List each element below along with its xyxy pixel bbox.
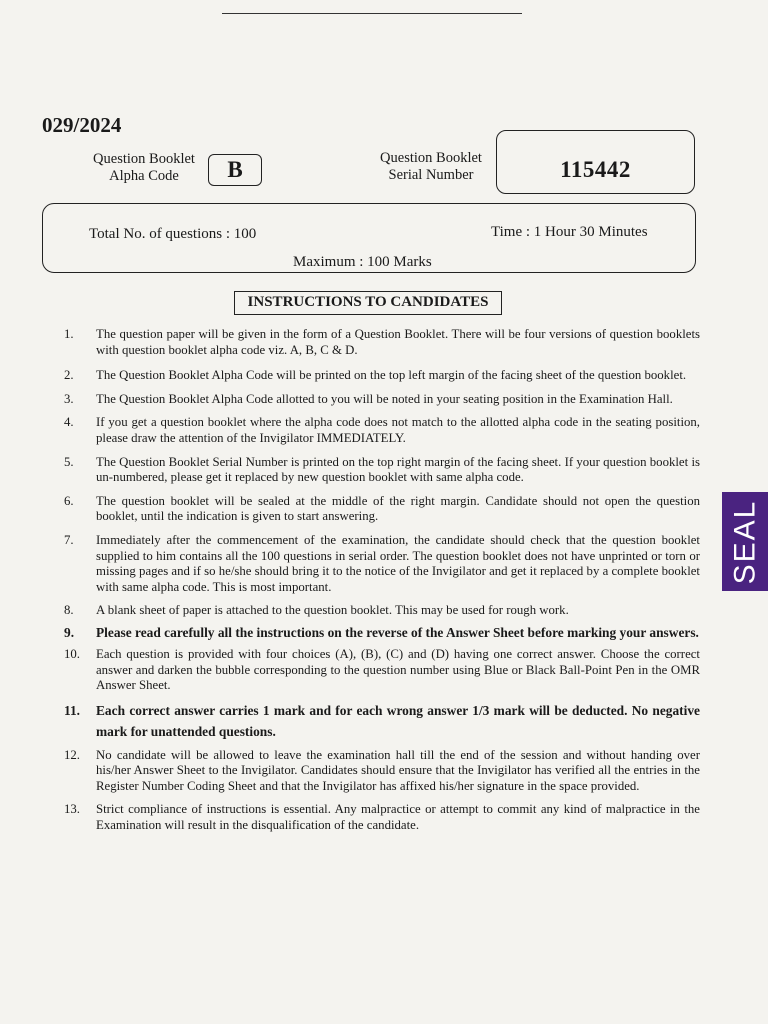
instruction-number: 3. [64,391,74,406]
total-questions: Total No. of questions : 100 [89,226,257,242]
instruction-text: The Question Booklet Alpha Code will be printed on the top left margin of the facing sheet of the question booklet. [96,368,687,383]
instruction-text: Each correct answer carries 1 mark and for each wrong answer 1/3 mark will be deducted. No negative mark for unattended questions. [96,702,700,739]
instruction-number: 6. [64,493,74,508]
seal-label [722,492,768,591]
instruction-text: Each question is provided with four choices (A), (B), (C) and (D) having one correct answer. Choose the correct answer and darken the bubble corresponding to the question number using Blue or Black Ball-Point Pen in the OMR Answer Sheet. [96,646,700,693]
instruction-number: 13. [64,802,80,817]
instruction-text: The Question Booklet Alpha Code allotted to you will be noted in your seating position in the Examination Hall. [96,391,673,406]
alpha-code-label-line2: Alpha Code [109,168,179,184]
instructions-heading: INSTRUCTIONS TO CANDIDATES [234,291,502,315]
exam-time: Time : 1 Hour 30 Minutes [491,224,648,240]
instruction-text: Strict compliance of instructions is essential. Any malpractice or attempt to commit any kind of malpractice in the Examination will result in the disqualification of the candidate. [96,802,700,833]
serial-number-label-line1: Question Booklet [380,150,482,166]
top-rule [222,13,522,14]
instruction-number: 7. [64,532,74,547]
paper-code: 029/2024 [42,113,122,137]
instruction-item [64,647,700,694]
instruction-text: If you get a question booklet where the alpha code does not match to the allotted alpha code in the seating position, please draw the attention of the Invigilator IMMEDIATELY. [96,415,700,445]
instruction-item [64,392,700,408]
serial-number-label [370,150,492,184]
instruction-text: Please read carefully all the instructions on the reverse of the Answer Sheet before marking your answers. [96,624,699,640]
instruction-text: The Question Booklet Serial Number is printed on the top right margin of the facing sheet. If your question booklet is un-numbered, please get it replaced by new question booklet with same alpha code. [96,454,700,485]
alpha-code-box: B [208,154,262,186]
instruction-item [64,455,700,486]
instruction-item [64,748,700,795]
alpha-code-label [84,151,204,185]
instruction-item [64,415,700,446]
instruction-text: The question booklet will be sealed at the middle of the right margin. Candidate should not open the question booklet, until the indication is given to start answering. [96,493,700,524]
instruction-number: 5. [64,454,74,469]
instruction-number: 9. [64,624,75,640]
instruction-text: The question paper will be given in the form of a Question Booklet. There will be four versions of question booklets with question booklet alpha code viz. A, B, C & D. [96,327,700,357]
instruction-item [64,700,700,742]
instruction-number: 12. [64,747,80,762]
maximum-marks: Maximum : 100 Marks [293,254,432,270]
instruction-number: 1. [64,327,74,341]
instruction-text: Immediately after the commencement of the examination, the candidate should check that the question booklet supplied to him contains all the 100 questions in serial order. The question booklet does not have unprinted or torn or missing pages and if so he/she should bring it to the notice of the Invigilator and get it replaced by a complete booklet with same alpha code. This is most important. [96,532,700,594]
instruction-item [64,624,700,641]
instruction-item [64,368,700,384]
instruction-item [64,494,700,525]
exam-info-box [42,203,696,273]
instruction-number: 8. [64,603,74,618]
seal-text: SEAL [728,499,761,584]
alpha-code-label-line1: Question Booklet [93,151,195,167]
instruction-item [64,603,700,619]
instruction-item [64,533,700,595]
instruction-number: 10. [64,646,80,661]
instruction-text: No candidate will be allowed to leave the examination hall till the end of the session and without handing over his/her Answer Sheet to the Invigilator. Candidates should ensure that the Invigilator has verified all the entries in the Register Number Coding Sheet and that the Invigilator has affixed his/her signature in the space provided. [96,747,700,793]
serial-number-label-line2: Serial Number [388,167,474,183]
instruction-number: 4. [64,415,74,430]
instruction-item [64,327,700,358]
serial-number-box: 115442 [496,130,695,194]
instructions-list [64,327,700,834]
instruction-number: 11. [64,702,80,718]
instruction-number: 2. [64,368,74,383]
instruction-item [64,802,700,833]
instruction-text: A blank sheet of paper is attached to the question booklet. This may be used for rough work. [96,603,569,618]
